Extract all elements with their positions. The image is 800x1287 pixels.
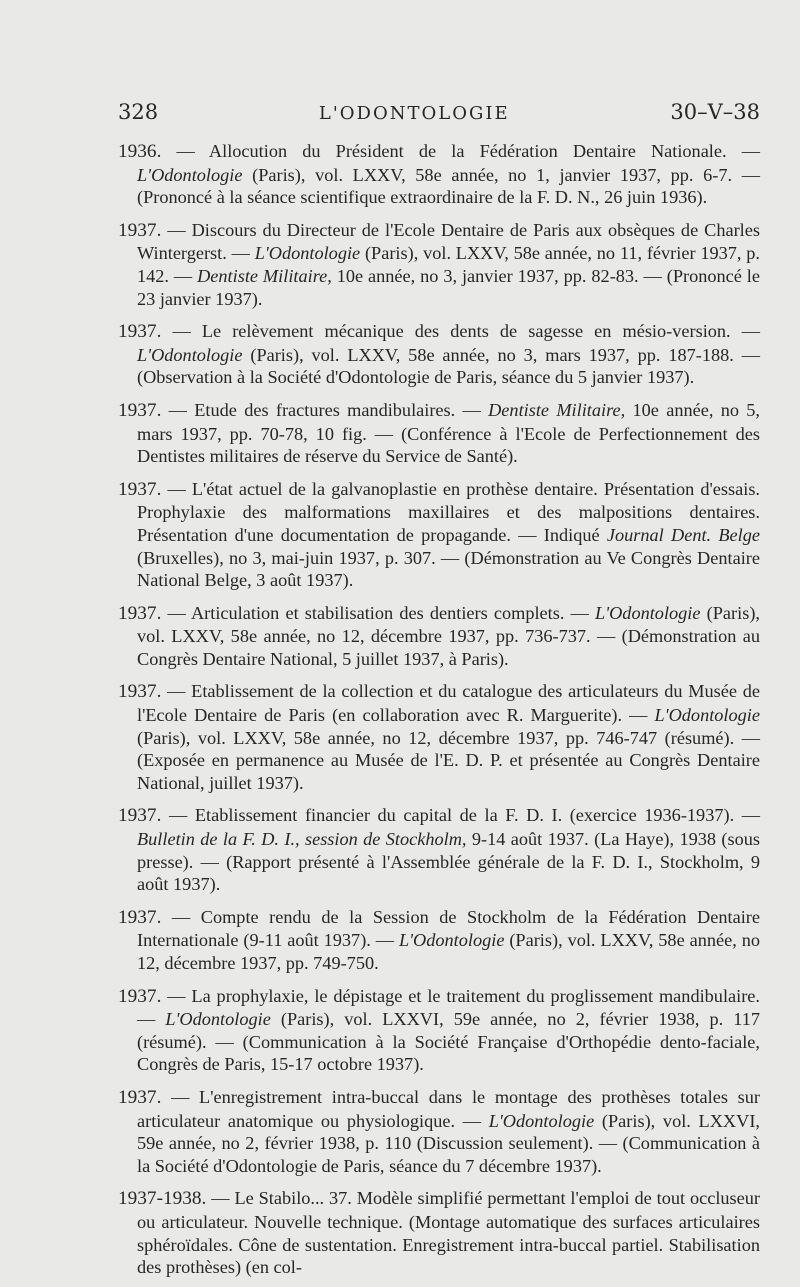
entry-journal: Dentiste Militaire, [197,265,332,286]
entry-year: 1937. [118,681,162,703]
bibliography-entry [118,478,760,592]
entry-year: 1937. [118,399,162,421]
bibliography-entry [118,1086,760,1177]
entry-text: (Paris), vol. LXXV, 58e année, no 3, mars 1937, pp. 187-188. — (Observation à la Société d'Odontologie de Paris, séance du 5 janvier 1937). [137,344,760,388]
entry-journal: Bulletin de la F. D. I., session de Stockholm, [137,829,467,850]
entry-journal: L'Odontologie [595,602,701,623]
bibliography-entry [118,320,760,389]
entry-text: — Etablissement de la collection et du catalogue des articulateurs du Musée de l'Ecole Dentaire de Paris (en collaboration avec R. Marguerite). — [137,681,760,726]
bibliography-entry [118,906,760,975]
entry-year: 1937. [118,219,162,241]
bibliography-entry [118,680,760,794]
entry-year: 1937. [118,906,162,928]
entry-year: 1937. [118,321,162,343]
entry-journal: L'Odontologie [254,243,361,264]
running-header [118,100,760,124]
bibliography-entry [118,1187,760,1278]
entry-text: — La prophylaxie, le dépistage et le traitement du proglissement mandibulaire. — [137,985,760,1030]
entry-journal: Journal Dent. Belge [606,524,761,545]
entry-journal: L'Odontologie [137,164,243,185]
entry-text: (Bruxelles), no 3, mai-juin 1937, p. 307. — (Démonstration au Ve Congrès Dentaire National Belge, 3 août 1937). [137,547,760,591]
entry-text: — Allocution du Président de la Fédération Dentaire Nationale. — [161,141,760,161]
entry-text: — Etablissement financier du capital de la F. D. I. (exercice 1936-1937). — [161,805,760,826]
entry-text: — Le relèvement mécanique des dents de sagesse en mésio-version. — [161,321,760,342]
bibliography-entry [118,804,760,895]
bibliography-list [118,140,760,1279]
issue-date: 30–V–38 [670,100,760,124]
entry-text: 10e année, no 5, mars 1937, pp. 70-78, 10 fig. — (Conférence à l'Ecole de Perfectionnement des Dentistes militaires de réserve du Service de Santé). [137,399,760,467]
entry-year: 1937. [118,805,162,827]
entry-text: — Articulation et stabilisation des dentiers complets. — [161,602,596,623]
entry-text: — Compte rendu de la Session de Stockholm de la Fédération Dentaire Internationale (9-11 août 1937). — [137,906,760,951]
bibliography-entry [118,219,760,310]
entry-year: 1936. [118,141,162,162]
entry-journal: L'Odontologie [398,930,505,951]
entry-text: — L'enregistrement intra-buccal dans le montage des prothèses totales sur articulateur anatomique ou physiologique. — [137,1086,760,1131]
entry-year: 1937-1938. [118,1188,207,1210]
entry-text: 10e année, no 3, janvier 1937, pp. 82-83. — (Prononcé le 23 janvier 1937). [137,265,760,309]
entry-text: (Paris), vol. LXXV, 58e année, no 12, décembre 1937, pp. 746-747 (résumé). — (Exposée en permanence au Musée de l'E. D. P. et présentée au Congrès Dentaire National, juillet 1937). [137,727,760,793]
entry-text: — Le Stabilo... 37. Modèle simplifié permettant l'emploi de tout occluseur ou articulateur. Nouvelle technique. (Montage automatique des surfaces articulaires sphéroïdales. Cône de sustentation. Enregistrement intra-buccal partiel. Stabilisation des prothèses) (en col- [137,1188,760,1278]
entry-text: 9-14 août 1937. (La Haye), 1938 (sous presse). — (Rapport présenté à l'Assemblée générale de la F. D. I., Stockholm, 9 août 1937). [137,829,760,895]
entry-year: 1937. [118,985,162,1007]
entry-text: (Paris), vol. LXXVI, 59e année, no 2, février 1938, p. 110 (Discussion seulement). — (Communication à la Société d'Odontologie de Paris, séance du 7 décembre 1937). [137,1110,760,1176]
entry-text: (Paris), vol. LXXV, 58e année, no 11, février 1937, p. 142. — [137,243,760,286]
entry-journal: L'Odontologie [654,705,760,726]
entry-journal: L'Odontologie [165,1009,271,1030]
entry-year: 1937. [118,1086,162,1108]
entry-text: (Paris), vol. LXXV, 58e année, no 12, décembre 1937, pp. 736-737. — (Démonstration au Congrès Dentaire National, 5 juillet 1937, à Paris). [137,602,760,669]
entry-text: (Paris), vol. LXXV, 58e année, no 12, décembre 1937, pp. 749-750. [137,930,760,973]
bibliography-entry [118,602,760,671]
journal-title: L'ODONTOLOGIE [318,103,510,124]
entry-text: (Paris), vol. LXXVI, 59e année, no 2, février 1938, p. 117 (résumé). — (Communication à la Société Française d'Orthopédie dento-faciale, Congrès de Paris, 15-17 octobre 1937). [137,1009,760,1075]
entry-text: (Paris), vol. LXXV, 58e année, no 1, janvier 1937, pp. 6-7. — (Prononcé à la séance scientifique extraordinaire de la F. D. N., 26 juin 1936). [137,164,760,208]
entry-text: — Etude des fractures mandibulaires. — [161,399,489,420]
bibliography-entry [118,140,760,209]
entry-journal: L'Odontologie [488,1110,595,1131]
entry-year: 1937. [118,478,162,500]
entry-text: — Discours du Directeur de l'Ecole Dentaire de Paris aux obsèques de Charles Wintergerst. — [137,219,760,264]
page-number: 328 [118,100,159,124]
entry-year: 1937. [118,602,162,624]
entry-journal: L'Odontologie [137,344,243,365]
bibliography-entry [118,399,760,468]
entry-text: — L'état actuel de la galvanoplastie en prothèse dentaire. Présentation d'essais. Prophylaxie des malformations maxillaires et des malpositions dentaires. Présentation d'une documentation de propagande. — Indiqué [137,478,760,545]
bibliography-entry [118,985,760,1076]
entry-journal: Dentiste Militaire, [488,399,626,420]
